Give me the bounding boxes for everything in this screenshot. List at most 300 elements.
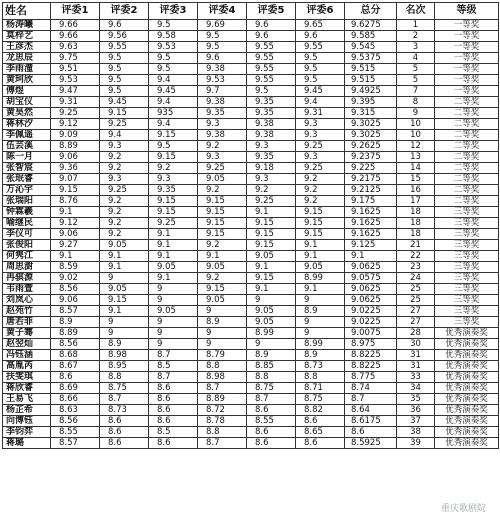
level-cell: 三等奖 [435, 207, 499, 218]
total-cell: 9.5375 [345, 53, 397, 64]
judge-4-cell: 8.8 [198, 427, 247, 438]
judge-1-cell: 8.68 [51, 350, 100, 361]
judge-4-cell: 9.3 [198, 152, 247, 163]
rank-cell: 21 [397, 240, 435, 251]
judge-4-cell: 8.98 [198, 372, 247, 383]
judge-4-cell: 9.7 [198, 86, 247, 97]
judge-5-cell: 9.1 [247, 262, 296, 273]
judge-1-cell: 8.59 [51, 262, 100, 273]
judge-6-cell: 8.65 [296, 427, 345, 438]
judge-1-cell: 8.63 [51, 405, 100, 416]
judge-6-cell: 8.6 [296, 438, 345, 449]
name-cell: 向博钰 [3, 416, 51, 427]
level-cell: 优秀演奏奖 [435, 350, 499, 361]
name-cell: 高胤芮 [3, 361, 51, 372]
judge-6-cell: 9.4 [296, 97, 345, 108]
judge-1-cell: 9.51 [51, 64, 100, 75]
judge-2-cell: 8.9 [100, 339, 149, 350]
level-cell: 二等奖 [435, 130, 499, 141]
header-judge-5: 评委5 [247, 3, 296, 20]
judge-6-cell: 9 [296, 328, 345, 339]
judge-6-cell: 9 [296, 295, 345, 306]
name-cell: 张瑞阳 [3, 196, 51, 207]
name-cell: 李钧弈 [3, 427, 51, 438]
table-row [3, 75, 499, 86]
rank-cell: 17 [397, 196, 435, 207]
judge-5-cell: 8.75 [247, 383, 296, 394]
name-cell: 李仪可 [3, 229, 51, 240]
judge-5-cell: 9.55 [247, 64, 296, 75]
name-cell: 王彦杰 [3, 42, 51, 53]
level-cell: 优秀演奏奖 [435, 328, 499, 339]
total-cell: 8.6 [345, 427, 397, 438]
name-cell: 黄珂欣 [3, 75, 51, 86]
table-row [3, 141, 499, 152]
judge-4-cell: 9.69 [198, 20, 247, 31]
rank-cell: 28 [397, 328, 435, 339]
judge-6-cell: 9.1 [296, 284, 345, 295]
level-cell: 二等奖 [435, 152, 499, 163]
judge-1-cell: 8.55 [51, 427, 100, 438]
judge-5-cell: 9.18 [247, 163, 296, 174]
judge-5-cell: 9.5 [247, 86, 296, 97]
judge-6-cell: 9.31 [296, 108, 345, 119]
judge-1-cell: 8.69 [51, 383, 100, 394]
total-cell: 9.1 [345, 251, 397, 262]
judge-2-cell: 9 [100, 273, 149, 284]
judge-5-cell: 9.2 [247, 185, 296, 196]
judge-3-cell: 9.1 [149, 273, 198, 284]
judge-3-cell: 9.4 [149, 119, 198, 130]
judge-3-cell: 9 [149, 284, 198, 295]
total-cell: 9.1625 [345, 229, 397, 240]
table-row [3, 262, 499, 273]
judge-1-cell: 8.56 [51, 339, 100, 350]
rank-cell: 27 [397, 306, 435, 317]
judge-2-cell: 8.8 [100, 372, 149, 383]
table-row [3, 163, 499, 174]
level-cell: 三等奖 [435, 240, 499, 251]
judge-1-cell: 9.06 [51, 295, 100, 306]
name-cell: 莫梓艺 [3, 31, 51, 42]
judge-2-cell: 8.6 [100, 427, 149, 438]
table-row [3, 251, 499, 262]
rank-cell: 24 [397, 273, 435, 284]
judge-2-cell: 8.6 [100, 416, 149, 427]
total-cell: 9.0075 [345, 328, 397, 339]
table-row [3, 218, 499, 229]
judge-3-cell: 9.1 [149, 229, 198, 240]
judge-2-cell: 9.25 [100, 119, 149, 130]
judge-1-cell: 8.89 [51, 141, 100, 152]
judge-3-cell: 9.05 [149, 262, 198, 273]
judge-4-cell: 9.38 [198, 64, 247, 75]
name-cell: 唐若菲 [3, 317, 51, 328]
level-cell: 三等奖 [435, 262, 499, 273]
judge-2-cell: 9.15 [100, 295, 149, 306]
judge-3-cell: 9.2 [149, 163, 198, 174]
judge-2-cell: 9.5 [100, 75, 149, 86]
judge-4-cell: 9.3 [198, 119, 247, 130]
judge-4-cell: 8.8 [198, 361, 247, 372]
judge-5-cell: 9.38 [247, 119, 296, 130]
total-cell: 9.2625 [345, 141, 397, 152]
judge-5-cell: 9.05 [247, 306, 296, 317]
judge-1-cell: 8.56 [51, 284, 100, 295]
judge-6-cell: 9.2 [296, 196, 345, 207]
judge-4-cell: 9.1 [198, 251, 247, 262]
judge-3-cell: 9.1 [149, 251, 198, 262]
rank-cell: 13 [397, 152, 435, 163]
judge-2-cell: 9.2 [100, 152, 149, 163]
table-row [3, 427, 499, 438]
total-cell: 8.975 [345, 339, 397, 350]
judge-5-cell: 8.6 [247, 405, 296, 416]
rank-cell: 35 [397, 394, 435, 405]
judge-5-cell: 8.9 [247, 350, 296, 361]
rank-cell: 18 [397, 229, 435, 240]
judge-3-cell: 8.6 [149, 438, 198, 449]
level-cell: 三等奖 [435, 306, 499, 317]
judge-2-cell: 9.45 [100, 97, 149, 108]
judge-6-cell: 9.45 [296, 86, 345, 97]
judge-2-cell: 9.1 [100, 306, 149, 317]
judge-3-cell: 9.5 [149, 20, 198, 31]
name-cell: 张俊阳 [3, 240, 51, 251]
total-cell: 8.5925 [345, 438, 397, 449]
name-cell: 周思澍 [3, 262, 51, 273]
name-cell: 蒋璐 [3, 438, 51, 449]
name-cell: 万沁宇 [3, 185, 51, 196]
rank-cell: 31 [397, 361, 435, 372]
name-cell: 陈一月 [3, 152, 51, 163]
name-cell: 张智宸 [3, 163, 51, 174]
name-cell: 何隽江 [3, 251, 51, 262]
judge-2-cell: 9 [100, 317, 149, 328]
judge-6-cell: 8.9 [296, 350, 345, 361]
table-row [3, 339, 499, 350]
total-cell: 8.74 [345, 383, 397, 394]
judge-3-cell: 8.6 [149, 394, 198, 405]
table-row [3, 207, 499, 218]
name-cell: 喻继民 [3, 218, 51, 229]
judge-6-cell: 9.15 [296, 207, 345, 218]
level-cell: 优秀演奏奖 [435, 383, 499, 394]
judge-4-cell: 8.7 [198, 383, 247, 394]
judge-2-cell: 9.2 [100, 163, 149, 174]
judge-1-cell: 8.76 [51, 196, 100, 207]
table-row [3, 196, 499, 207]
judge-4-cell: 9.2 [198, 240, 247, 251]
judge-3-cell: 8.5 [149, 427, 198, 438]
judge-4-cell: 9 [198, 306, 247, 317]
judge-5-cell: 8.6 [247, 438, 296, 449]
judge-5-cell: 8.85 [247, 361, 296, 372]
total-cell: 9.2175 [345, 174, 397, 185]
judge-2-cell: 9.05 [100, 240, 149, 251]
header-judge-6: 评委6 [296, 3, 345, 20]
judge-4-cell: 9.5 [198, 31, 247, 42]
table-row [3, 20, 499, 31]
judge-6-cell: 9.5 [296, 64, 345, 75]
table-row [3, 152, 499, 163]
judge-3-cell: 8.6 [149, 416, 198, 427]
judge-1-cell: 9.1 [51, 207, 100, 218]
judge-4-cell: 9.15 [198, 207, 247, 218]
judge-4-cell: 9.15 [198, 284, 247, 295]
total-cell: 9.4925 [345, 86, 397, 97]
judge-2-cell: 9.5 [100, 64, 149, 75]
level-cell: 优秀演奏奖 [435, 372, 499, 383]
judge-4-cell: 9.2 [198, 273, 247, 284]
judge-6-cell: 9.2 [296, 185, 345, 196]
total-cell: 8.7 [345, 394, 397, 405]
judge-2-cell: 9.2 [100, 207, 149, 218]
rank-cell: 14 [397, 163, 435, 174]
judge-3-cell: 9.1 [149, 240, 198, 251]
table-row [3, 130, 499, 141]
rank-cell: 25 [397, 284, 435, 295]
judge-2-cell: 8.98 [100, 350, 149, 361]
table-row [3, 174, 499, 185]
rank-cell: 8 [397, 97, 435, 108]
table-row [3, 383, 499, 394]
level-cell: 三等奖 [435, 218, 499, 229]
level-cell: 一等奖 [435, 31, 499, 42]
total-cell: 8.6175 [345, 416, 397, 427]
rank-cell: 23 [397, 262, 435, 273]
table-row [3, 108, 499, 119]
level-cell: 二等奖 [435, 196, 499, 207]
rank-cell: 7 [397, 86, 435, 97]
header-judge-2: 评委2 [100, 3, 149, 20]
name-cell: 黄昊然 [3, 108, 51, 119]
judge-3-cell: 9.15 [149, 130, 198, 141]
level-cell: 二等奖 [435, 163, 499, 174]
judge-4-cell: 9.38 [198, 97, 247, 108]
rank-cell: 25 [397, 295, 435, 306]
judge-6-cell: 9.25 [296, 141, 345, 152]
judge-5-cell: 9.55 [247, 75, 296, 86]
total-cell: 9.545 [345, 42, 397, 53]
judge-2-cell: 9.3 [100, 174, 149, 185]
rank-cell: 37 [397, 416, 435, 427]
rank-cell: 1 [397, 20, 435, 31]
name-cell: 王易飞 [3, 394, 51, 405]
judge-2-cell: 9.5 [100, 53, 149, 64]
judge-1-cell: 8.9 [51, 317, 100, 328]
table-row [3, 328, 499, 339]
header-total: 总分 [345, 3, 397, 20]
judge-3-cell: 9.15 [149, 196, 198, 207]
total-cell: 9.395 [345, 97, 397, 108]
judge-1-cell: 9.31 [51, 97, 100, 108]
total-cell: 9.1625 [345, 218, 397, 229]
judge-4-cell: 9.6 [198, 53, 247, 64]
judge-5-cell: 9.15 [247, 240, 296, 251]
judge-5-cell: 9.05 [247, 317, 296, 328]
judge-6-cell: 9.3 [296, 152, 345, 163]
judge-5-cell: 9.6 [247, 20, 296, 31]
level-cell: 优秀演奏奖 [435, 361, 499, 372]
judge-4-cell: 9 [198, 328, 247, 339]
judge-6-cell: 9.05 [296, 262, 345, 273]
judge-1-cell: 8.66 [51, 394, 100, 405]
judge-5-cell: 8.8 [247, 372, 296, 383]
judge-1-cell: 9.02 [51, 273, 100, 284]
table-row [3, 361, 499, 372]
judge-2-cell: 9.4 [100, 130, 149, 141]
header-judge-1: 评委1 [51, 3, 100, 20]
judge-1-cell: 9.07 [51, 174, 100, 185]
total-cell: 9.225 [345, 163, 397, 174]
rank-cell: 10 [397, 119, 435, 130]
judge-2-cell: 9.6 [100, 20, 149, 31]
table-row [3, 306, 499, 317]
level-cell: 三等奖 [435, 284, 499, 295]
rank-cell: 38 [397, 427, 435, 438]
judge-2-cell: 8.6 [100, 438, 149, 449]
judge-4-cell: 8.9 [198, 317, 247, 328]
judge-4-cell: 9.05 [198, 262, 247, 273]
level-cell: 一等奖 [435, 42, 499, 53]
table-row [3, 273, 499, 284]
judge-1-cell: 9.15 [51, 185, 100, 196]
judge-6-cell: 9.25 [296, 163, 345, 174]
judge-1-cell: 9.27 [51, 240, 100, 251]
judge-4-cell: 8.78 [198, 416, 247, 427]
rank-cell: 5 [397, 64, 435, 75]
judge-6-cell: 9.3 [296, 119, 345, 130]
level-cell: 二等奖 [435, 174, 499, 185]
judge-6-cell: 9.1 [296, 251, 345, 262]
name-cell: 胡宝仪 [3, 97, 51, 108]
judge-6-cell: 8.99 [296, 339, 345, 350]
table-row [3, 42, 499, 53]
judge-6-cell: 9.5 [296, 75, 345, 86]
rank-cell: 10 [397, 130, 435, 141]
rank-cell: 4 [397, 53, 435, 64]
header-level: 等级 [435, 3, 499, 20]
judge-6-cell: 9.15 [296, 229, 345, 240]
judge-3-cell: 8.7 [149, 372, 198, 383]
judge-5-cell: 8.7 [247, 394, 296, 405]
judge-1-cell: 9.25 [51, 108, 100, 119]
rank-cell: 15 [397, 174, 435, 185]
judge-1-cell: 9.47 [51, 86, 100, 97]
judge-4-cell: 9 [198, 339, 247, 350]
judge-2-cell: 8.73 [100, 405, 149, 416]
judge-6-cell: 9 [296, 317, 345, 328]
judge-1-cell: 8.6 [51, 372, 100, 383]
rank-cell: 34 [397, 383, 435, 394]
judge-3-cell: 8.7 [149, 350, 198, 361]
judge-2-cell: 8.75 [100, 383, 149, 394]
level-cell: 优秀演奏奖 [435, 416, 499, 427]
table-row [3, 372, 499, 383]
name-cell: 蒋欣睿 [3, 383, 51, 394]
judge-1-cell: 9.12 [51, 218, 100, 229]
level-cell: 优秀演奏奖 [435, 339, 499, 350]
name-cell: 张珉睿 [3, 174, 51, 185]
judge-1-cell: 9.06 [51, 152, 100, 163]
judge-2-cell: 9.3 [100, 141, 149, 152]
judge-3-cell: 8.6 [149, 383, 198, 394]
judge-4-cell: 9.05 [198, 295, 247, 306]
judge-6-cell: 8.8 [296, 372, 345, 383]
rank-cell: 33 [397, 372, 435, 383]
judge-6-cell: 9.65 [296, 20, 345, 31]
judge-2-cell: 9.1 [100, 262, 149, 273]
level-cell: 优秀演奏奖 [435, 405, 499, 416]
judge-3-cell: 9.35 [149, 185, 198, 196]
rank-cell: 31 [397, 350, 435, 361]
table-row [3, 350, 499, 361]
watermark: 重庆歌剧院 [439, 501, 488, 514]
judge-3-cell: 8.5 [149, 361, 198, 372]
judge-5-cell: 9.35 [247, 97, 296, 108]
total-cell: 9.0625 [345, 284, 397, 295]
judge-3-cell: 9.25 [149, 218, 198, 229]
judge-2-cell: 9.56 [100, 31, 149, 42]
rank-cell: 16 [397, 185, 435, 196]
judge-4-cell: 8.72 [198, 405, 247, 416]
total-cell: 9.2375 [345, 152, 397, 163]
total-cell: 9.315 [345, 108, 397, 119]
judge-6-cell: 8.82 [296, 405, 345, 416]
judge-1-cell: 9.09 [51, 130, 100, 141]
total-cell: 8.8225 [345, 350, 397, 361]
level-cell: 一等奖 [435, 86, 499, 97]
judge-6-cell: 8.75 [296, 394, 345, 405]
rank-cell: 5 [397, 75, 435, 86]
judge-5-cell: 9.38 [247, 130, 296, 141]
name-cell: 韦雨萱 [3, 284, 51, 295]
name-cell: 刘岚心 [3, 295, 51, 306]
judge-4-cell: 9.2 [198, 185, 247, 196]
judge-4-cell: 9.25 [198, 163, 247, 174]
judge-3-cell: 9 [149, 328, 198, 339]
total-cell: 9.0625 [345, 295, 397, 306]
total-cell: 9.1625 [345, 207, 397, 218]
judge-6-cell: 9.1 [296, 240, 345, 251]
judge-1-cell: 9.75 [51, 53, 100, 64]
judge-5-cell: 8.99 [247, 328, 296, 339]
judge-6-cell: 9.5 [296, 53, 345, 64]
judge-4-cell: 9.35 [198, 108, 247, 119]
header-name: 姓名 [3, 3, 51, 20]
table-row [3, 284, 499, 295]
judge-5-cell: 9.3 [247, 174, 296, 185]
judge-1-cell: 9.1 [51, 251, 100, 262]
judge-5-cell: 9.55 [247, 53, 296, 64]
total-cell: 8.8225 [345, 361, 397, 372]
total-cell: 9.0225 [345, 317, 397, 328]
table-row [3, 53, 499, 64]
judge-6-cell: 8.73 [296, 361, 345, 372]
level-cell: 一等奖 [435, 64, 499, 75]
rank-cell: 22 [397, 251, 435, 262]
judge-5-cell: 9.15 [247, 218, 296, 229]
table-row [3, 86, 499, 97]
judge-4-cell: 9.2 [198, 141, 247, 152]
name-cell: 傅煜 [3, 86, 51, 97]
judge-4-cell: 9.5 [198, 42, 247, 53]
name-cell: 扶雯琪 [3, 372, 51, 383]
name-cell: 李雨潼 [3, 64, 51, 75]
name-cell: 杨芷希 [3, 405, 51, 416]
name-cell: 冯钰涵 [3, 350, 51, 361]
